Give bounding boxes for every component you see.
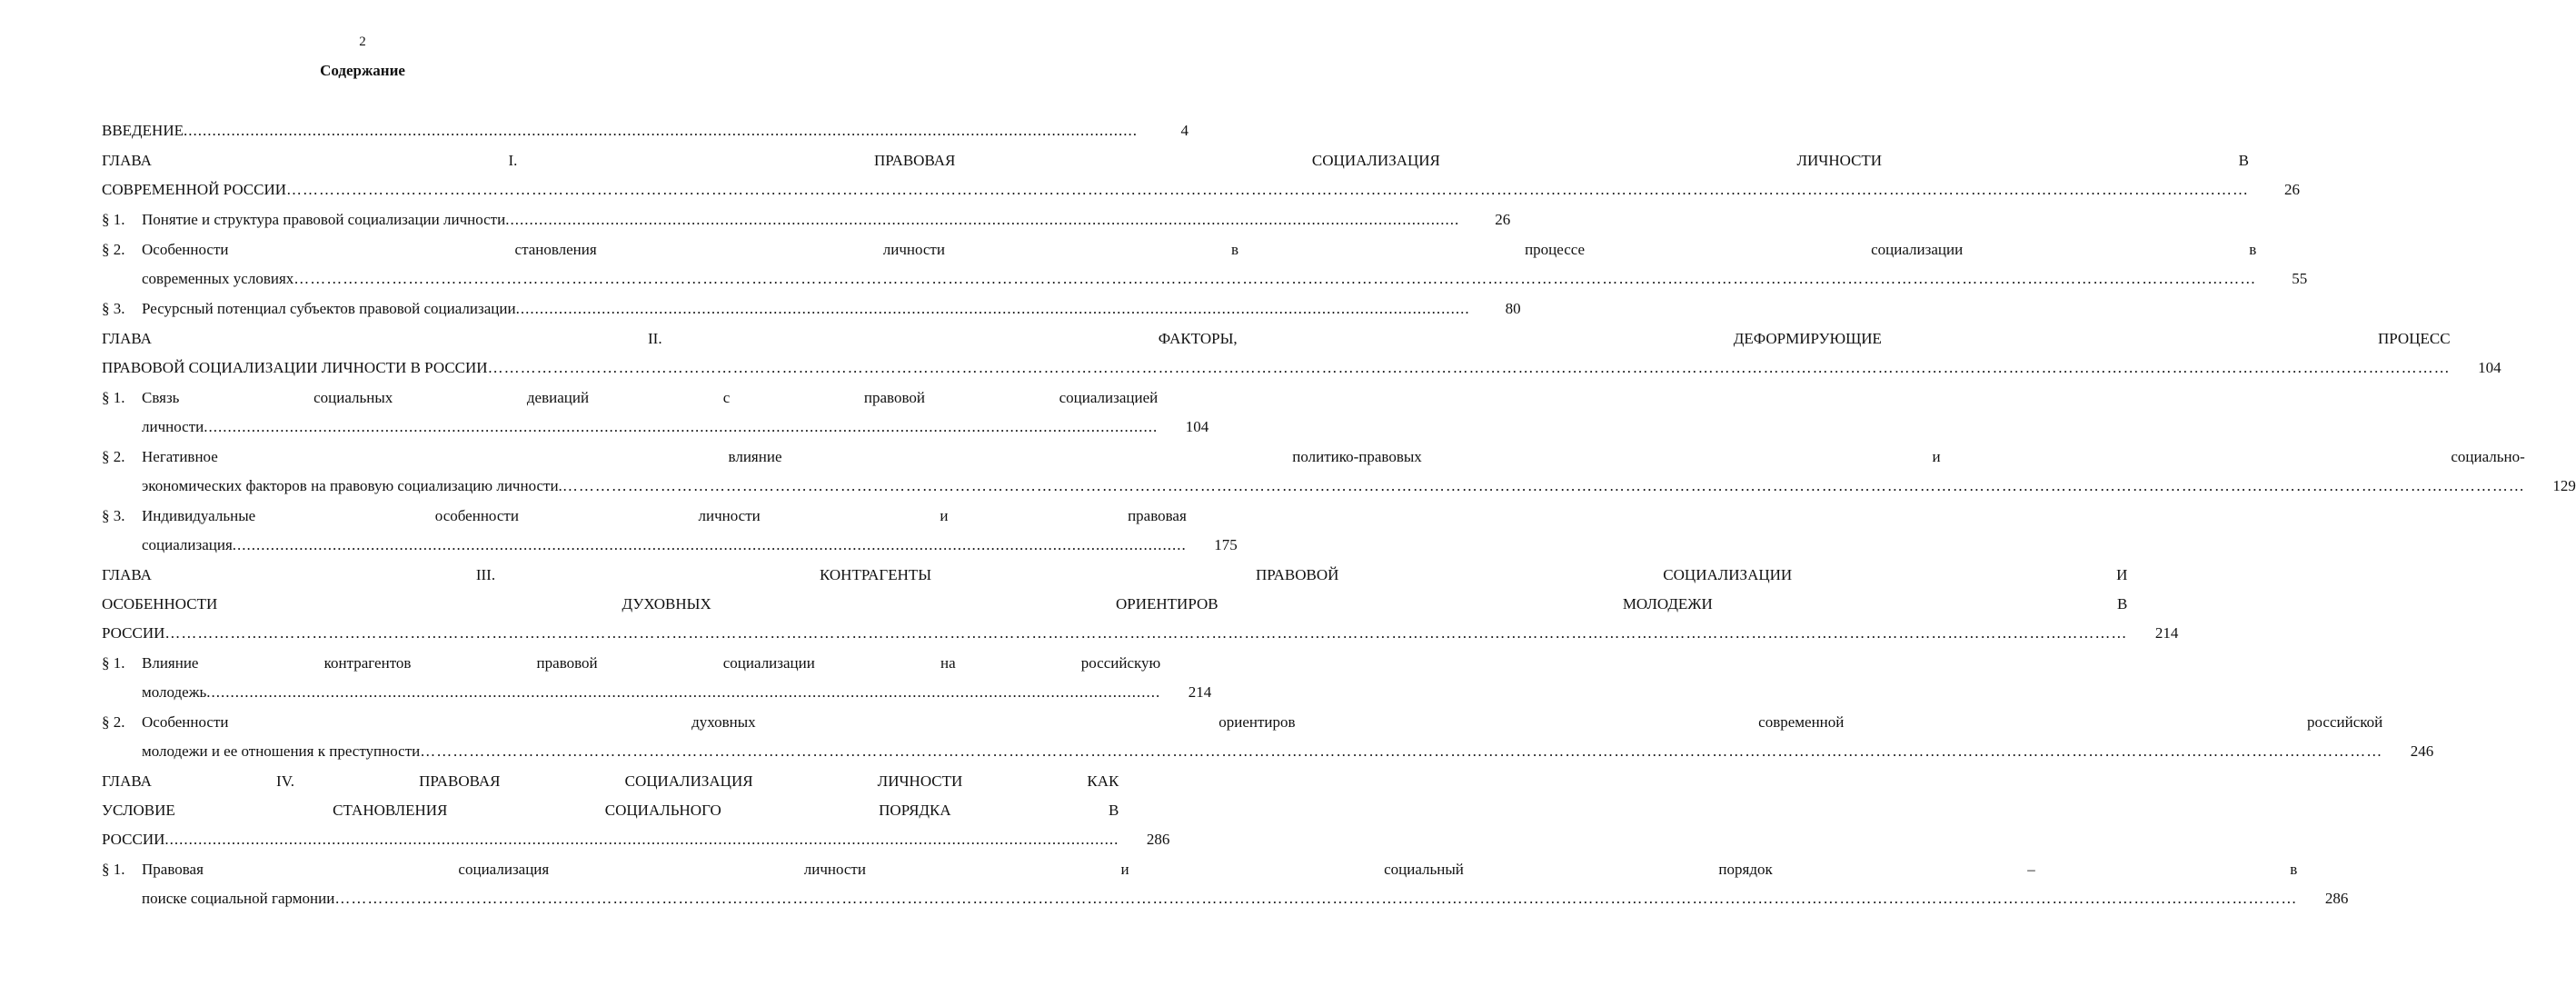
entry-title-line: Ресурсный потенциал субъектов правовой социализации: [142, 300, 516, 317]
entry-title-line: РОССИИ: [102, 624, 165, 642]
page-number: 2: [359, 35, 366, 49]
entry-title-line: Особенности духовных ориентиров современной российской: [142, 713, 2383, 731]
entry-page-number: 246: [2410, 742, 2434, 760]
page-title: Содержание: [320, 62, 405, 79]
section-number: § 1.: [102, 654, 125, 672]
toc-section-entry[interactable]: [102, 502, 1238, 560]
toc-section-entry[interactable]: [102, 649, 1212, 707]
dot-leader: ………………………………………………………………………………………………………………………………………………………………………………………………………………………………………………………………………………………………………………………………: [293, 270, 2257, 287]
toc-section-entry[interactable]: [102, 708, 2434, 766]
entry-page-number: 104: [1185, 418, 1209, 435]
entry-page-number: 286: [1146, 831, 1170, 848]
dot-leader: ………………………………………………………………………………………………………………………………………………………………………………………………………………………………………………………………………………………………………………………………: [420, 742, 2383, 760]
toc-section-entry[interactable]: [102, 294, 1521, 324]
entry-title-line: Связь социальных девиаций с правовой социализацией: [142, 389, 1159, 406]
entry-title: [142, 235, 2256, 294]
entry-page-number: 104: [2478, 359, 2501, 376]
toc-section-entry[interactable]: [102, 443, 2576, 501]
section-number: § 1.: [102, 211, 125, 228]
entry-title: [102, 116, 1138, 145]
entry-title: [142, 443, 2525, 501]
entry-title: [142, 708, 2382, 766]
entry-title: [102, 561, 2127, 648]
toc-chapter-entry[interactable]: [102, 561, 2179, 648]
entry-title: [142, 502, 1187, 560]
section-number: § 2.: [102, 241, 125, 258]
dot-leader: ........................................................................................................................................................................................................: [204, 418, 1159, 435]
dot-leader: ........................................................................................................................................................................................................: [206, 683, 1161, 701]
entry-page-number: 286: [2324, 890, 2349, 907]
section-number: § 1.: [102, 389, 125, 406]
toc-section-entry[interactable]: [102, 855, 2349, 913]
entry-title: [142, 294, 1470, 324]
entry-page-number: 55: [2292, 270, 2308, 287]
entry-title-line: молодежь: [142, 683, 207, 701]
dot-leader: ………………………………………………………………………………………………………………………………………………………………………………………………………………………………………………………………………………………………………………………………: [562, 477, 2525, 494]
entry-title: [102, 767, 1119, 854]
entry-title: [142, 855, 2297, 913]
toc-section-entry[interactable]: [102, 383, 1209, 442]
entry-page-number: 4: [1180, 122, 1189, 139]
entry-title-line: ГЛАВА I. ПРАВОВАЯ СОЦИАЛИЗАЦИЯ ЛИЧНОСТИ В: [102, 152, 2250, 169]
entry-title-line: Индивидуальные особенности личности и правовая: [142, 507, 1187, 524]
entry-title: [102, 324, 2451, 383]
entry-title-line: современных условиях: [142, 270, 294, 287]
entry-title-line: РОССИИ: [102, 831, 165, 848]
dot-leader: ………………………………………………………………………………………………………………………………………………………………………………………………………………………………………………………………………………………………………………………………: [164, 624, 2128, 642]
entry-page-number: 214: [1188, 683, 1212, 701]
entry-title-line: СОВРЕМЕННОЙ РОССИИ: [102, 181, 287, 198]
dot-leader: ........................................................................................................................................................................................................: [505, 211, 1460, 228]
toc-chapter-entry[interactable]: [102, 146, 2301, 204]
dot-leader: ………………………………………………………………………………………………………………………………………………………………………………………………………………………………………………………………………………………………………………………………: [487, 359, 2451, 376]
toc-chapter-entry[interactable]: [102, 116, 1189, 145]
section-number: § 3.: [102, 300, 125, 317]
dot-leader: ........................................................................................................................................................................................................: [515, 300, 1470, 317]
entry-title-line: Правовая социализация личности и социальный порядок – в: [142, 861, 2298, 878]
toc-chapter-entry[interactable]: [102, 324, 2501, 383]
entry-title: [142, 383, 1158, 442]
entry-title: [102, 146, 2249, 204]
entry-title-line: ГЛАВА III. КОНТРАГЕНТЫ ПРАВОВОЙ СОЦИАЛИЗАЦИИ И: [102, 566, 2128, 583]
entry-title-line: Негативное влияние политико-правовых и социально-: [142, 448, 2525, 465]
entry-title-line: Особенности становления личности в процессе социализации в: [142, 241, 2257, 258]
dot-leader: ........................................................................................................................................................................................................: [164, 831, 1119, 848]
entry-title-line: экономических факторов на правовую социализацию личности.: [142, 477, 562, 494]
dot-leader: ………………………………………………………………………………………………………………………………………………………………………………………………………………………………………………………………………………………………………………………………: [286, 181, 2250, 198]
section-number: § 1.: [102, 861, 125, 878]
entry-title-line: Понятие и структура правовой социализации личности: [142, 211, 506, 228]
entry-page-number: 26: [1495, 211, 1511, 228]
entry-title-line: молодежи и ее отношения к преступности: [142, 742, 421, 760]
entry-page-number: 26: [2284, 181, 2301, 198]
entry-title-line: личности: [142, 418, 204, 435]
entry-title-line: Влияние контрагентов правовой социализации на российскую: [142, 654, 1161, 672]
entry-title-line: ВВЕДЕНИЕ: [102, 122, 184, 139]
entry-title-line: ГЛАВА II. ФАКТОРЫ, ДЕФОРМИРУЮЩИЕ ПРОЦЕСС: [102, 330, 2451, 347]
entry-title: [142, 205, 1459, 234]
entry-title-line: социализация: [142, 536, 233, 553]
dot-leader: ………………………………………………………………………………………………………………………………………………………………………………………………………………………………………………………………………………………………………………………………: [334, 890, 2298, 907]
toc-section-entry[interactable]: [102, 205, 1511, 234]
dot-leader: ........................................................................................................................................................................................................: [232, 536, 1187, 553]
entry-title-line: поиске социальной гармонии: [142, 890, 335, 907]
table-of-contents: [102, 116, 2576, 914]
toc-chapter-entry[interactable]: [102, 767, 1170, 854]
entry-title-line: ПРАВОВОЙ СОЦИАЛИЗАЦИИ ЛИЧНОСТИ В РОССИИ: [102, 359, 488, 376]
section-number: § 2.: [102, 713, 125, 731]
dot-leader: ........................................................................................................................................................................................................: [183, 122, 1138, 139]
entry-page-number: 129: [2552, 477, 2576, 494]
entry-title-line: ОСОБЕННОСТИ ДУХОВНЫХ ОРИЕНТИРОВ МОЛОДЕЖИ В: [102, 595, 2128, 613]
entry-title: [142, 649, 1160, 707]
section-number: § 3.: [102, 507, 125, 524]
entry-title-line: УСЛОВИЕ СТАНОВЛЕНИЯ СОЦИАЛЬНОГО ПОРЯДКА В: [102, 802, 1119, 819]
entry-page-number: 80: [1505, 300, 1521, 317]
section-number: § 2.: [102, 448, 125, 465]
toc-section-entry[interactable]: [102, 235, 2308, 294]
entry-page-number: 214: [2154, 624, 2179, 642]
entry-page-number: 175: [1214, 536, 1238, 553]
entry-title-line: ГЛАВА IV. ПРАВОВАЯ СОЦИАЛИЗАЦИЯ ЛИЧНОСТИ КАК: [102, 772, 1119, 790]
